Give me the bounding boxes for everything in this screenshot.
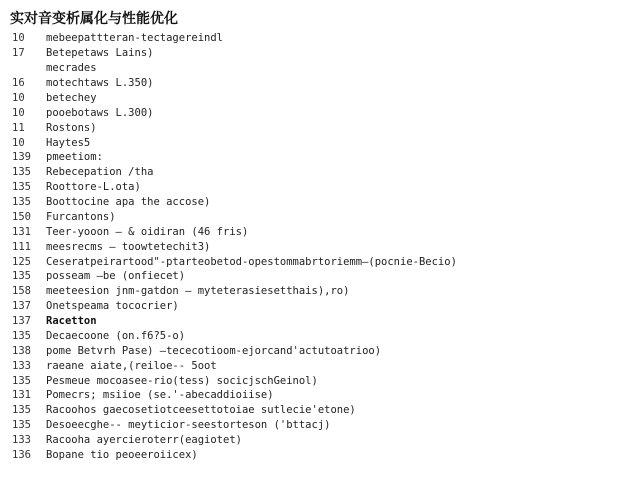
list-item <box>0 284 640 299</box>
line-number: 135 <box>12 419 31 432</box>
list-item <box>0 61 640 76</box>
line-text: pmeetiom: <box>46 151 103 164</box>
line-text: Haytes5 <box>46 136 91 149</box>
list-item <box>0 343 640 358</box>
line-number: 136 <box>12 448 31 461</box>
line-number: 133 <box>12 359 31 372</box>
line-number: 10 <box>12 136 25 149</box>
line-number: 137 <box>12 315 31 328</box>
list-item <box>0 418 640 433</box>
page-title: 实对音变析属化与性能优化 <box>10 11 178 27</box>
line-text: Decaecoone (on.f6?5-o) <box>46 329 186 342</box>
list-item <box>0 31 640 46</box>
line-text: Rostons) <box>46 121 97 134</box>
list-item <box>0 329 640 344</box>
line-text: Teer-yooon – & oidiran (46 fris) <box>46 225 249 238</box>
line-text: Furcantons) <box>46 210 116 223</box>
line-text: Ceseratpeirartood"-ptarteobetod-opestommabrtoriemm–(pocnie-Becio) <box>46 255 457 268</box>
line-number: 10 <box>12 91 25 104</box>
list-item <box>0 314 640 329</box>
line-text: Onetspeama tococrier) <box>46 300 179 313</box>
line-text: Betepetaws Lains) <box>46 47 154 60</box>
line-number: 135 <box>12 329 31 342</box>
line-text: Racoohos gaecosetiotceesettotoiae sutlecie'etone) <box>46 404 356 417</box>
line-number: 135 <box>12 404 31 417</box>
line-text: Bopane tio peoeeroiicex) <box>46 448 198 461</box>
line-text: mebeepattteran-tectagereindl <box>46 32 224 45</box>
line-text: posseam –be (onfiecet) <box>46 270 186 283</box>
numbered-line-list <box>0 31 640 462</box>
list-item <box>0 91 640 106</box>
line-text: pome Betvrh Pase) –tececotioom-ejorcand'actutoatrioo) <box>46 344 382 357</box>
list-item <box>0 135 640 150</box>
line-text: motechtaws L.350) <box>46 77 154 90</box>
list-item <box>0 46 640 61</box>
line-number: 10 <box>12 32 25 45</box>
line-number: 135 <box>12 196 31 209</box>
line-text: meeteesion jnm-gatdon – myteterasiesetthais),ro) <box>46 285 350 298</box>
line-number: 138 <box>12 344 31 357</box>
list-item <box>0 403 640 418</box>
list-item <box>0 239 640 254</box>
line-text: Racetton <box>46 315 97 328</box>
line-text: Boottocine apa the accose) <box>46 196 211 209</box>
line-number: 111 <box>12 240 31 253</box>
line-number: 133 <box>12 434 31 447</box>
list-item <box>0 254 640 269</box>
line-text: betechey <box>46 91 97 104</box>
line-number: 158 <box>12 285 31 298</box>
list-item <box>0 180 640 195</box>
list-item <box>0 165 640 180</box>
line-text: raeane aiate,(reiloe-- 5oot <box>46 359 217 372</box>
line-text: Racooha ayercieroterr(eagiotet) <box>46 434 242 447</box>
list-item <box>0 76 640 91</box>
list-item <box>0 210 640 225</box>
list-item <box>0 195 640 210</box>
list-item <box>0 224 640 239</box>
list-item <box>0 373 640 388</box>
line-text: meesrecms – toowtetechit3) <box>46 240 211 253</box>
line-number: 150 <box>12 210 31 223</box>
list-item <box>0 105 640 120</box>
line-number: 11 <box>12 121 25 134</box>
list-item <box>0 150 640 165</box>
line-number: 135 <box>12 181 31 194</box>
line-number: 135 <box>12 166 31 179</box>
line-text: Rebecepation /tha <box>46 166 154 179</box>
line-text: Pesmeue mocoasee-rio(tess) socicjschGeinol) <box>46 374 318 387</box>
line-number: 137 <box>12 300 31 313</box>
list-item <box>0 299 640 314</box>
line-number: 16 <box>12 77 25 90</box>
line-text: Pomecrs; msiioe (se.'-abecaddioiise) <box>46 389 274 402</box>
list-item <box>0 120 640 135</box>
line-number: 125 <box>12 255 31 268</box>
line-number: 135 <box>12 270 31 283</box>
line-text: mecrades <box>46 62 97 75</box>
line-text: Roottore-L.ota) <box>46 181 141 194</box>
line-text: Desoeecghe-- meyticior-seestorteson ('bttacj) <box>46 419 331 432</box>
line-text: pooebotaws L.300) <box>46 106 154 119</box>
list-item <box>0 358 640 373</box>
line-number: 139 <box>12 151 31 164</box>
list-item <box>0 433 640 448</box>
list-item <box>0 269 640 284</box>
line-number: 17 <box>12 47 25 60</box>
line-number: 131 <box>12 389 31 402</box>
line-number: 10 <box>12 106 25 119</box>
line-number: 131 <box>12 225 31 238</box>
list-item <box>0 448 640 463</box>
list-item <box>0 388 640 403</box>
line-number: 135 <box>12 374 31 387</box>
